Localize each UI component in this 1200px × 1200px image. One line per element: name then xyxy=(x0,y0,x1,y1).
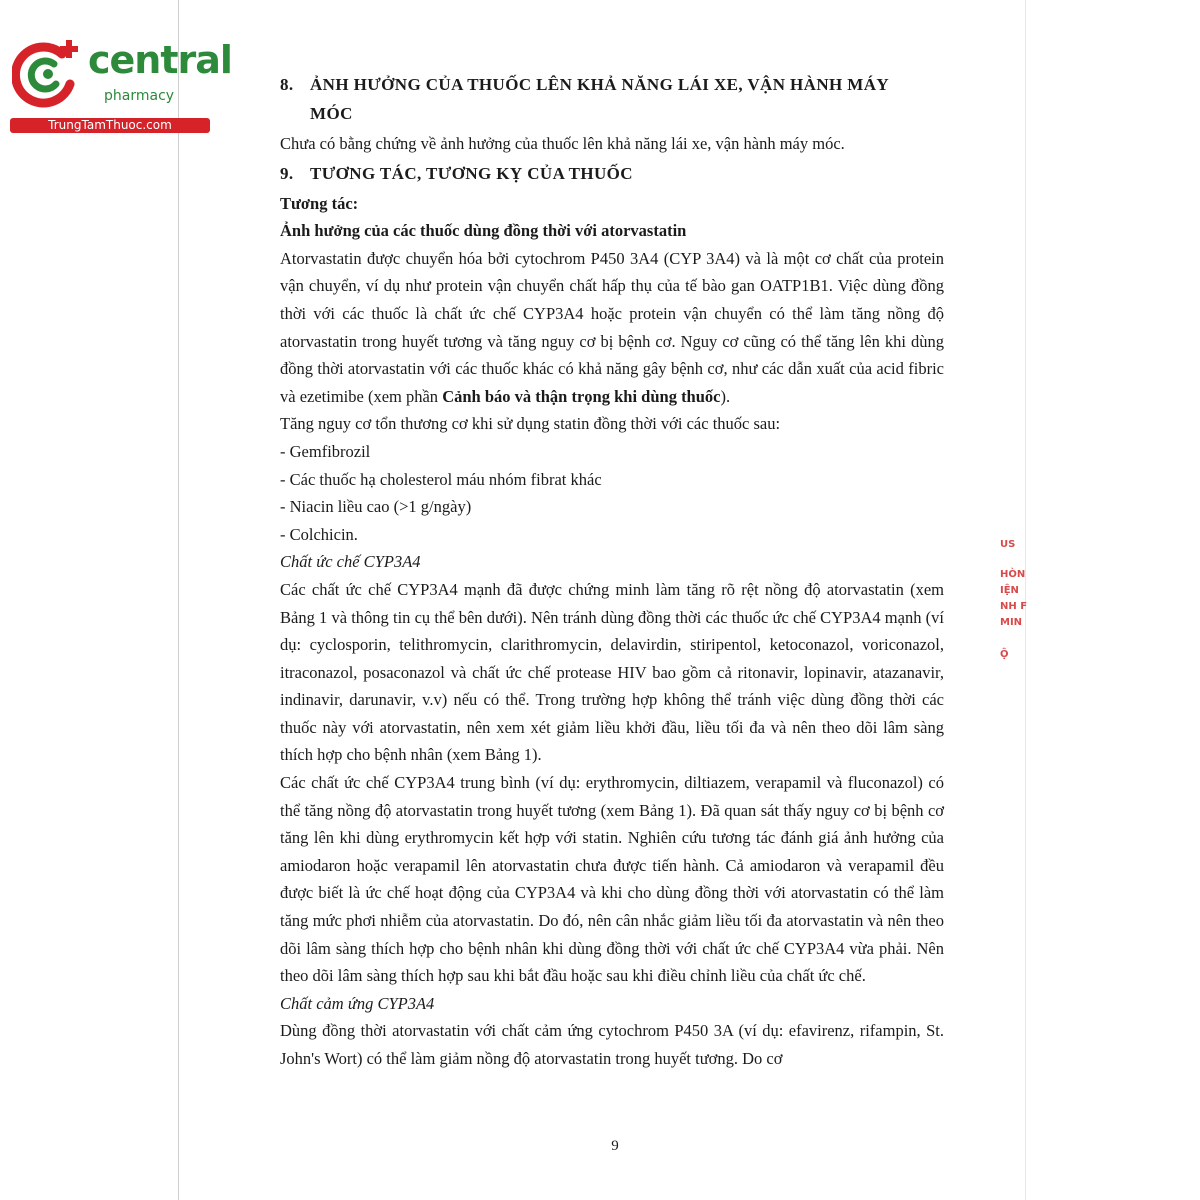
red-stamp-fragment xyxy=(996,520,1030,685)
list-item: - Gemfibrozil xyxy=(280,441,371,461)
inducer-paragraph: Dùng đồng thời atorvastatin với chất cảm ứng cytochrom P450 3A (ví dụ: efavirenz, rifampin, St. John's Wort) có thể làm giảm nồng độ atorvastatin trong huyết tương. Do cơ xyxy=(280,1021,944,1068)
paragraph-metabolism xyxy=(280,245,944,411)
left-margin xyxy=(0,0,178,1200)
section-8-number: 8. xyxy=(280,75,294,94)
stamp-text: HÒN xyxy=(1000,569,1026,580)
section-9-number: 9. xyxy=(280,163,294,183)
section-9-heading xyxy=(280,158,944,190)
section-8-body: Chưa có bằng chứng về ảnh hưởng của thuốc lên khả năng lái xe, vận hành máy móc. xyxy=(280,134,845,153)
inducer-heading: Chất cảm ứng CYP3A4 xyxy=(280,993,435,1013)
list-item: - Niacin liều cao (>1 g/ngày) xyxy=(280,497,472,517)
paragraph-metabolism-text: Atorvastatin được chuyển hóa bởi cytochrom P450 3A4 (CYP 3A4) và là một cơ chất của protein vận chuyển, ví dụ như protein vận chuyển chất hấp thụ của tế bào gan OATP1B1. Việc dùng đồng thời với các thuốc là chất ức chế CYP3A4 hoặc protein vận chuyển có thể làm tăng nồng độ atorvastatin trong huyết tương và tăng nguy cơ bị bệnh cơ. Nguy cơ cũng có thể tăng lên khi dùng đồng thời atorvastatin với các thuốc khác có khả năng gây bệnh cơ, như các dẫn xuất của acid fibric và ezetimibe (xem phần xyxy=(280,248,944,406)
stamp-text: MIN xyxy=(1000,617,1023,628)
list-item: - Colchicin. xyxy=(280,524,358,544)
logo-sub-text: pharmacy xyxy=(104,88,175,104)
warnings-reference: Cảnh báo và thận trọng khi dùng thuốc xyxy=(442,386,721,406)
stamp-text: US xyxy=(1000,539,1016,550)
inhibitor-heading: Chất ức chế CYP3A4 xyxy=(280,552,421,572)
inhibitor-paragraph-moderate: Các chất ức chế CYP3A4 trung bình (ví dụ: erythromycin, diltiazem, verapamil và fluconazol) có thể tăng nồng độ atorvastatin trong huyết tương (xem Bảng 1). Đã quan sát thấy nguy cơ bị bệnh cơ tăng lên khi dùng erythromycin kết hợp với statin. Nghiên cứu tương tác đánh giá ảnh hưởng của amiodaron hoặc verapamil lên atorvastatin chưa được tiến hành. Cả amiodaron và verapamil đều được biết là ức chế hoạt động của CYP3A4 và khi cho dùng đồng thời với atorvastatin có thể làm tăng mức phơi nhiễm của atorvastatin. Do đó, nên cân nhắc giảm liều tối đa atorvastatin và nên theo dõi lâm sàng thích hợp cho bệnh nhân khi dùng đồng thời với chất ức chế CYP3A4 vừa phải. Nên theo dõi lâm sàng thích hợp sau khi bắt đầu hoặc sau khi điều chỉnh liều của chất ức chế. xyxy=(280,773,944,986)
pharmacy-logo-icon xyxy=(12,38,84,110)
stamp-text: IỆN xyxy=(1000,585,1019,596)
section-8-title-line1: ẢNH HƯỞNG CỦA THUỐC LÊN KHẢ NĂNG LÁI XE, VẬN HÀNH MÁY xyxy=(310,75,890,94)
central-pharmacy-logo xyxy=(10,38,232,138)
paragraph-metabolism-end: ). xyxy=(720,386,731,406)
stamp-text: Ộ xyxy=(1000,649,1009,660)
section-9-title: TƯƠNG TÁC, TƯƠNG KỴ CỦA THUỐC xyxy=(310,163,633,183)
inhibitor-paragraph-strong: Các chất ức chế CYP3A4 mạnh đã được chứng minh làm tăng rõ rệt nồng độ atorvastatin (xem Bảng 1 và thông tin cụ thể bên dưới). Nên tránh dùng đồng thời các thuốc ức chế CYP3A4 mạnh (ví dụ: cyclosporin, telithromycin, clarithromycin, delavirdin, stiripentol, ketoconazol, voriconazol, itraconazol, posaconazol và chất ức chế protease HIV bao gồm cả ritonavir, lopinavir, atazanavir, indinavir, darunavir, v.v) nếu có thể. Trong trường hợp không thể tránh việc dùng đồng thời các thuốc này với atorvastatin, nên xem xét giảm liều khởi đầu, liều tối đa và nên theo dõi lâm sàng thích hợp cho bệnh nhân (xem Bảng 1). xyxy=(280,579,944,765)
page-number: 9 xyxy=(611,1138,619,1154)
document-content xyxy=(280,70,944,1073)
concomitant-drugs-subheading: Ảnh hưởng của các thuốc dùng đồng thời với atorvastatin xyxy=(280,221,687,241)
risk-list-intro: Tăng nguy cơ tổn thương cơ khi sử dụng statin đồng thời với các thuốc sau: xyxy=(280,414,781,434)
interaction-subheading: Tương tác: xyxy=(280,193,359,213)
section-8-title-line2: MÓC xyxy=(310,104,353,123)
section-8-heading xyxy=(280,70,944,100)
logo-website-bar: TrungTamThuoc.com xyxy=(10,118,210,133)
logo-brand-text: central xyxy=(88,38,232,82)
stamp-text: NH F xyxy=(1000,601,1028,612)
list-item: - Các thuốc hạ cholesterol máu nhóm fibrat khác xyxy=(280,469,602,489)
